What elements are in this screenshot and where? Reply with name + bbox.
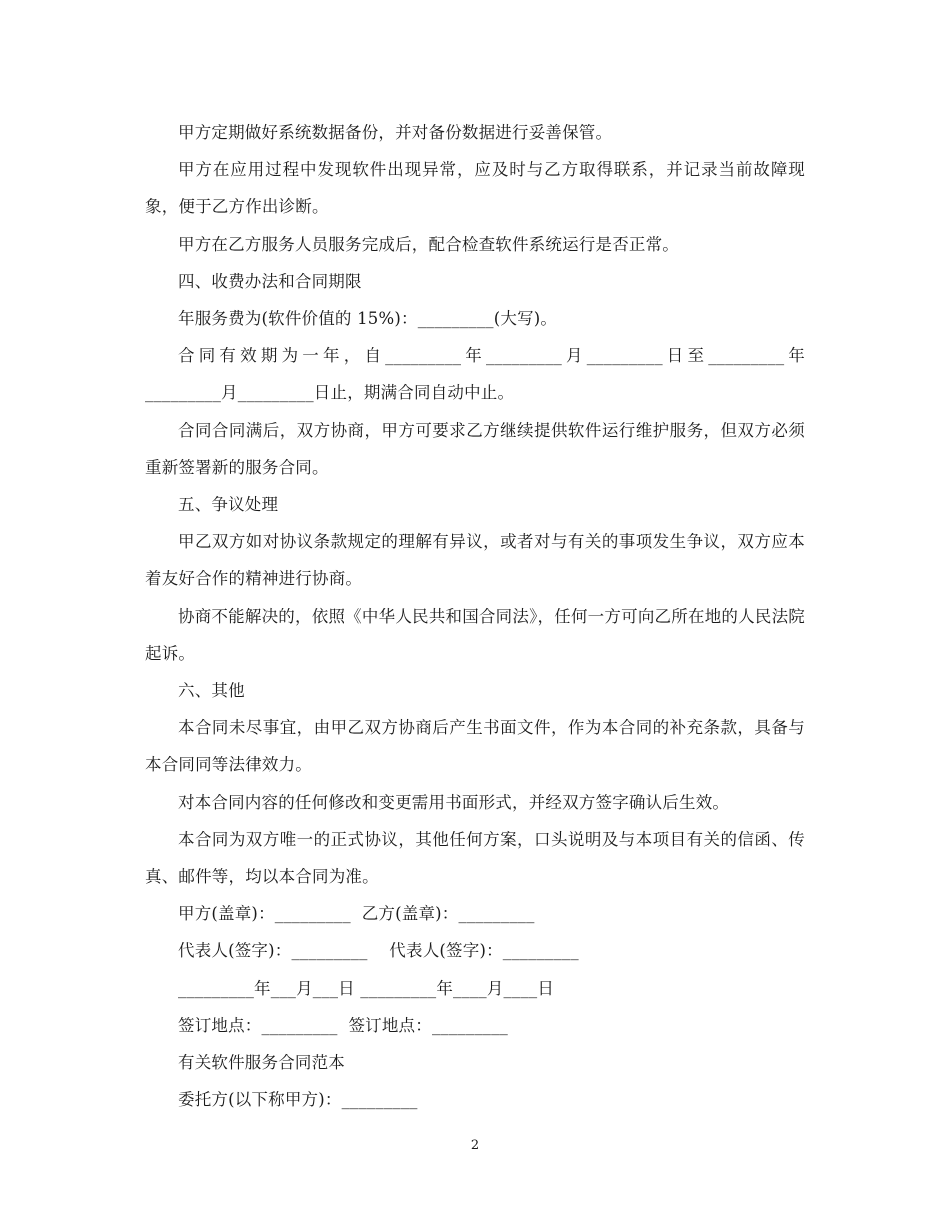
paragraph-dispute: 甲乙双方如对协议条款规定的理解有异议，或者对与有关的事项发生争议，双方应本着友好合作的精神进行协商。	[145, 532, 805, 589]
page-number: 2	[470, 1138, 480, 1153]
paragraph-renewal: 合同合同满后，双方协商，甲方可要求乙方继续提供软件运行维护服务，但双方必须重新签署新的服务合同。	[145, 420, 805, 477]
paragraph-modification: 对本合同内容的任何修改和变更需用书面形式，并经双方签字确认后生效。	[178, 792, 730, 812]
template-title: 有关软件服务合同范本	[178, 1053, 345, 1073]
paragraph-anomaly: 甲方在应用过程中发现软件出现异常，应及时与乙方取得联系，并记录当前故障现象，便于乙方作出诊断。	[145, 160, 805, 217]
paragraph-court: 协商不能解决的，依照《中华人民共和国合同法》，任何一方可向乙所在地的人民法院起诉。	[145, 606, 805, 663]
client-line: 委托方(以下称甲方)：_________	[178, 1090, 418, 1110]
section-heading-dispute: 五、争议处理	[178, 495, 279, 515]
paragraph-backup: 甲方定期做好系统数据备份，并对备份数据进行妥善保管。	[178, 123, 613, 142]
signature-representative-line: 代表人(签字)：_________ 代表人(签字)：_________	[178, 941, 579, 961]
paragraph-annual-fee: 年服务费为(软件价值的 15%)：_________(大写)。	[178, 309, 558, 329]
signing-place-line: 签订地点：_________ 签订地点：_________	[178, 1015, 508, 1035]
signature-seal-line: 甲方(盖章)：_________ 乙方(盖章)：_________	[178, 904, 535, 924]
section-heading-other: 六、其他	[178, 681, 245, 701]
document-body	[145, 114, 805, 1118]
paragraph-validity: 合同有效期为一年，自_________年_________月_________日至_________年_________月_________日止，期满合同自动中止。	[145, 346, 805, 403]
paragraph-check: 甲方在乙方服务人员服务完成后，配合检查软件系统运行是否正常。	[178, 234, 679, 254]
signature-date-line: _________年___月___日 _________年____月____日	[178, 978, 555, 998]
paragraph-supplement: 本合同未尽事宜，由甲乙双方协商后产生书面文件，作为本合同的补充条款，具备与本合同同等法律效力。	[145, 718, 805, 775]
paragraph-sole-agreement: 本合同为双方唯一的正式协议，其他任何方案，口头说明及与本项目有关的信函、传真、邮件等，均以本合同为准。	[145, 829, 805, 887]
section-heading-fees: 四、收费办法和合同期限	[178, 271, 362, 291]
